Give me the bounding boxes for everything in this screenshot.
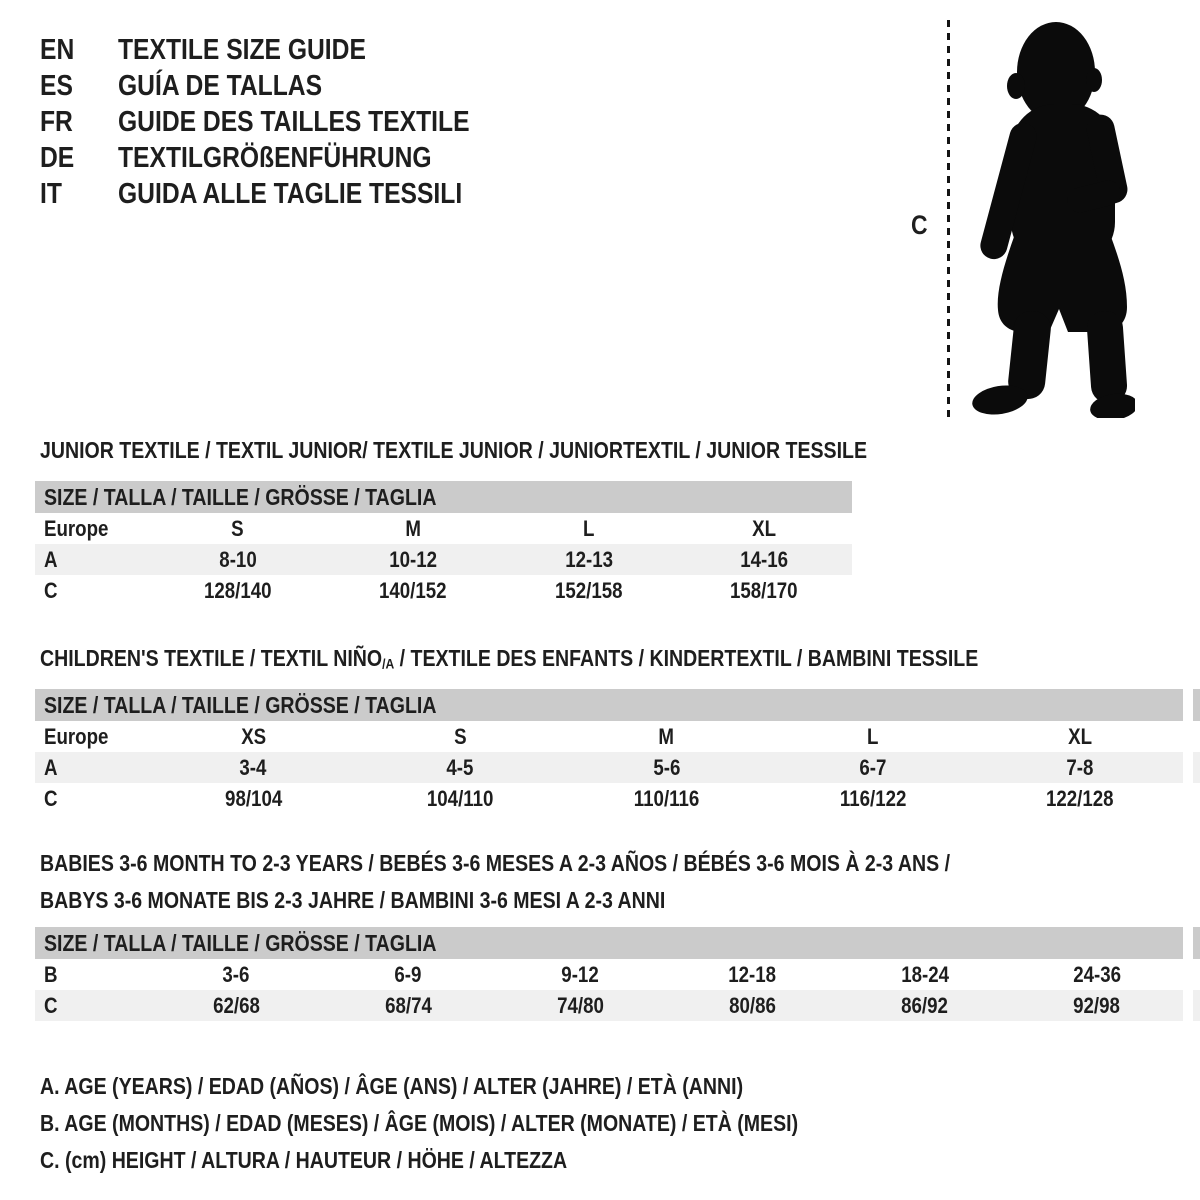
children-size-table (35, 689, 1183, 814)
table-edge-fragment (1193, 752, 1200, 783)
toddler-silhouette-icon (965, 18, 1135, 418)
size-header-bar: SIZE / TALLA / TAILLE / GRÖSSE / TAGLIA (35, 689, 1183, 721)
size-cell: 6-7 (859, 754, 887, 780)
table-row (35, 721, 1183, 752)
height-measure-label: C (911, 210, 928, 240)
footnote-b: B. AGE (MONTHS) / EDAD (MESES) / ÂGE (MOIS) / ALTER (MONATE) / ETÀ (MESI) (40, 1110, 799, 1136)
guide-title: GUIDA ALLE TAGLIE TESSILI (118, 178, 463, 210)
table-edge-fragment (1193, 990, 1200, 1021)
size-cell: 116/122 (839, 785, 907, 811)
row-label: C (44, 577, 58, 603)
size-cell: 98/104 (224, 785, 282, 811)
table-row (35, 990, 1183, 1021)
size-cell: 7-8 (1066, 754, 1094, 780)
size-cell: M (405, 515, 422, 541)
table-row (35, 752, 1183, 783)
babies-size-table (35, 927, 1183, 1021)
height-dashed-line (947, 20, 950, 418)
table-row (35, 575, 852, 606)
row-label: C (44, 992, 58, 1018)
size-cell: 9-12 (561, 961, 600, 987)
size-cell: 152/158 (554, 577, 623, 603)
language-code: DE (40, 142, 75, 174)
language-code: IT (40, 178, 62, 210)
size-cell: XL (752, 515, 777, 541)
footnote-a: A. AGE (YEARS) / EDAD (AÑOS) / ÂGE (ANS) / ALTER (JAHRE) / ETÀ (ANNI) (40, 1073, 744, 1099)
children-section-title: CHILDREN'S TEXTILE / TEXTIL NIÑO/A / TEXTILE DES ENFANTS / KINDERTEXTIL / BAMBINI TESSILE (40, 645, 979, 673)
row-label: Europe (44, 515, 109, 541)
language-code: EN (40, 34, 75, 66)
row-label: B (44, 961, 58, 987)
footnote-c: C. (cm) HEIGHT / ALTURA / HAUTEUR / HÖHE / ALTEZZA (40, 1147, 568, 1173)
junior-size-table (35, 481, 852, 606)
size-cell: 6-9 (394, 961, 422, 987)
size-cell: 18-24 (900, 961, 949, 987)
size-cell: 3-4 (239, 754, 267, 780)
size-cell: 4-5 (446, 754, 474, 780)
size-cell: 86/92 (901, 992, 949, 1018)
size-cell: 80/86 (729, 992, 776, 1018)
table-row (35, 513, 852, 544)
size-cell: 3-6 (222, 961, 250, 987)
size-cell: 24-36 (1072, 961, 1121, 987)
legend-footnotes (40, 1071, 932, 1182)
language-code: FR (40, 106, 73, 138)
guide-title: GUIDE DES TAILLES TEXTILE (118, 106, 470, 138)
size-cell: XL (1067, 723, 1092, 749)
size-cell: XS (240, 723, 266, 749)
size-cell: 140/152 (379, 577, 448, 603)
size-cell: L (867, 723, 879, 749)
size-cell: 104/110 (426, 785, 494, 811)
guide-title: TEXTILGRÖßENFÜHRUNG (118, 142, 432, 174)
size-cell: 74/80 (557, 992, 604, 1018)
table-row (35, 544, 852, 575)
guide-title: GUÍA DE TALLAS (118, 70, 323, 102)
size-cell: 12-13 (564, 546, 613, 572)
size-cell: 128/140 (203, 577, 272, 603)
size-cell: 68/74 (384, 992, 432, 1018)
size-cell: 62/68 (212, 992, 260, 1018)
guide-title: TEXTILE SIZE GUIDE (118, 34, 366, 66)
row-label: A (44, 546, 58, 572)
size-cell: 10-12 (389, 546, 438, 572)
row-label: C (44, 785, 58, 811)
size-cell: S (231, 515, 244, 541)
size-header-bar: SIZE / TALLA / TAILLE / GRÖSSE / TAGLIA (35, 927, 1183, 959)
size-cell: 8-10 (219, 546, 257, 572)
size-cell: 110/116 (633, 785, 700, 811)
size-cell: L (583, 515, 595, 541)
babies-section-title: BABIES 3-6 MONTH TO 2-3 YEARS / BEBÉS 3-6 MESES A 2-3 AÑOS / BÉBÉS 3-6 MOIS À 2-3 ANS / BABYS 3-6 MONATE BIS 2-3 JAHRE / BAMBINI 3-6 MESI A 2-3 ANNI (40, 850, 951, 913)
table-row (35, 783, 1183, 814)
size-cell: S (453, 723, 467, 749)
size-cell: M (658, 723, 675, 749)
nino-a-subscript: /A (382, 656, 395, 673)
table-edge-fragment (1193, 927, 1200, 959)
row-label: Europe (44, 723, 109, 749)
size-cell: 158/170 (730, 577, 799, 603)
size-cell: 5-6 (652, 754, 681, 780)
junior-section-title: JUNIOR TEXTILE / TEXTIL JUNIOR/ TEXTILE JUNIOR / JUNIORTEXTIL / JUNIOR TESSILE (40, 437, 868, 463)
language-code: ES (40, 70, 73, 102)
row-label: A (44, 754, 58, 780)
size-cell: 12-18 (728, 961, 777, 987)
table-row (35, 959, 1183, 990)
size-cell: 92/98 (1073, 992, 1121, 1018)
size-header-bar: SIZE / TALLA / TAILLE / GRÖSSE / TAGLIA (35, 481, 852, 513)
size-cell: 122/128 (1045, 785, 1114, 811)
size-cell: 14-16 (740, 546, 789, 572)
table-edge-fragment (1193, 689, 1200, 721)
